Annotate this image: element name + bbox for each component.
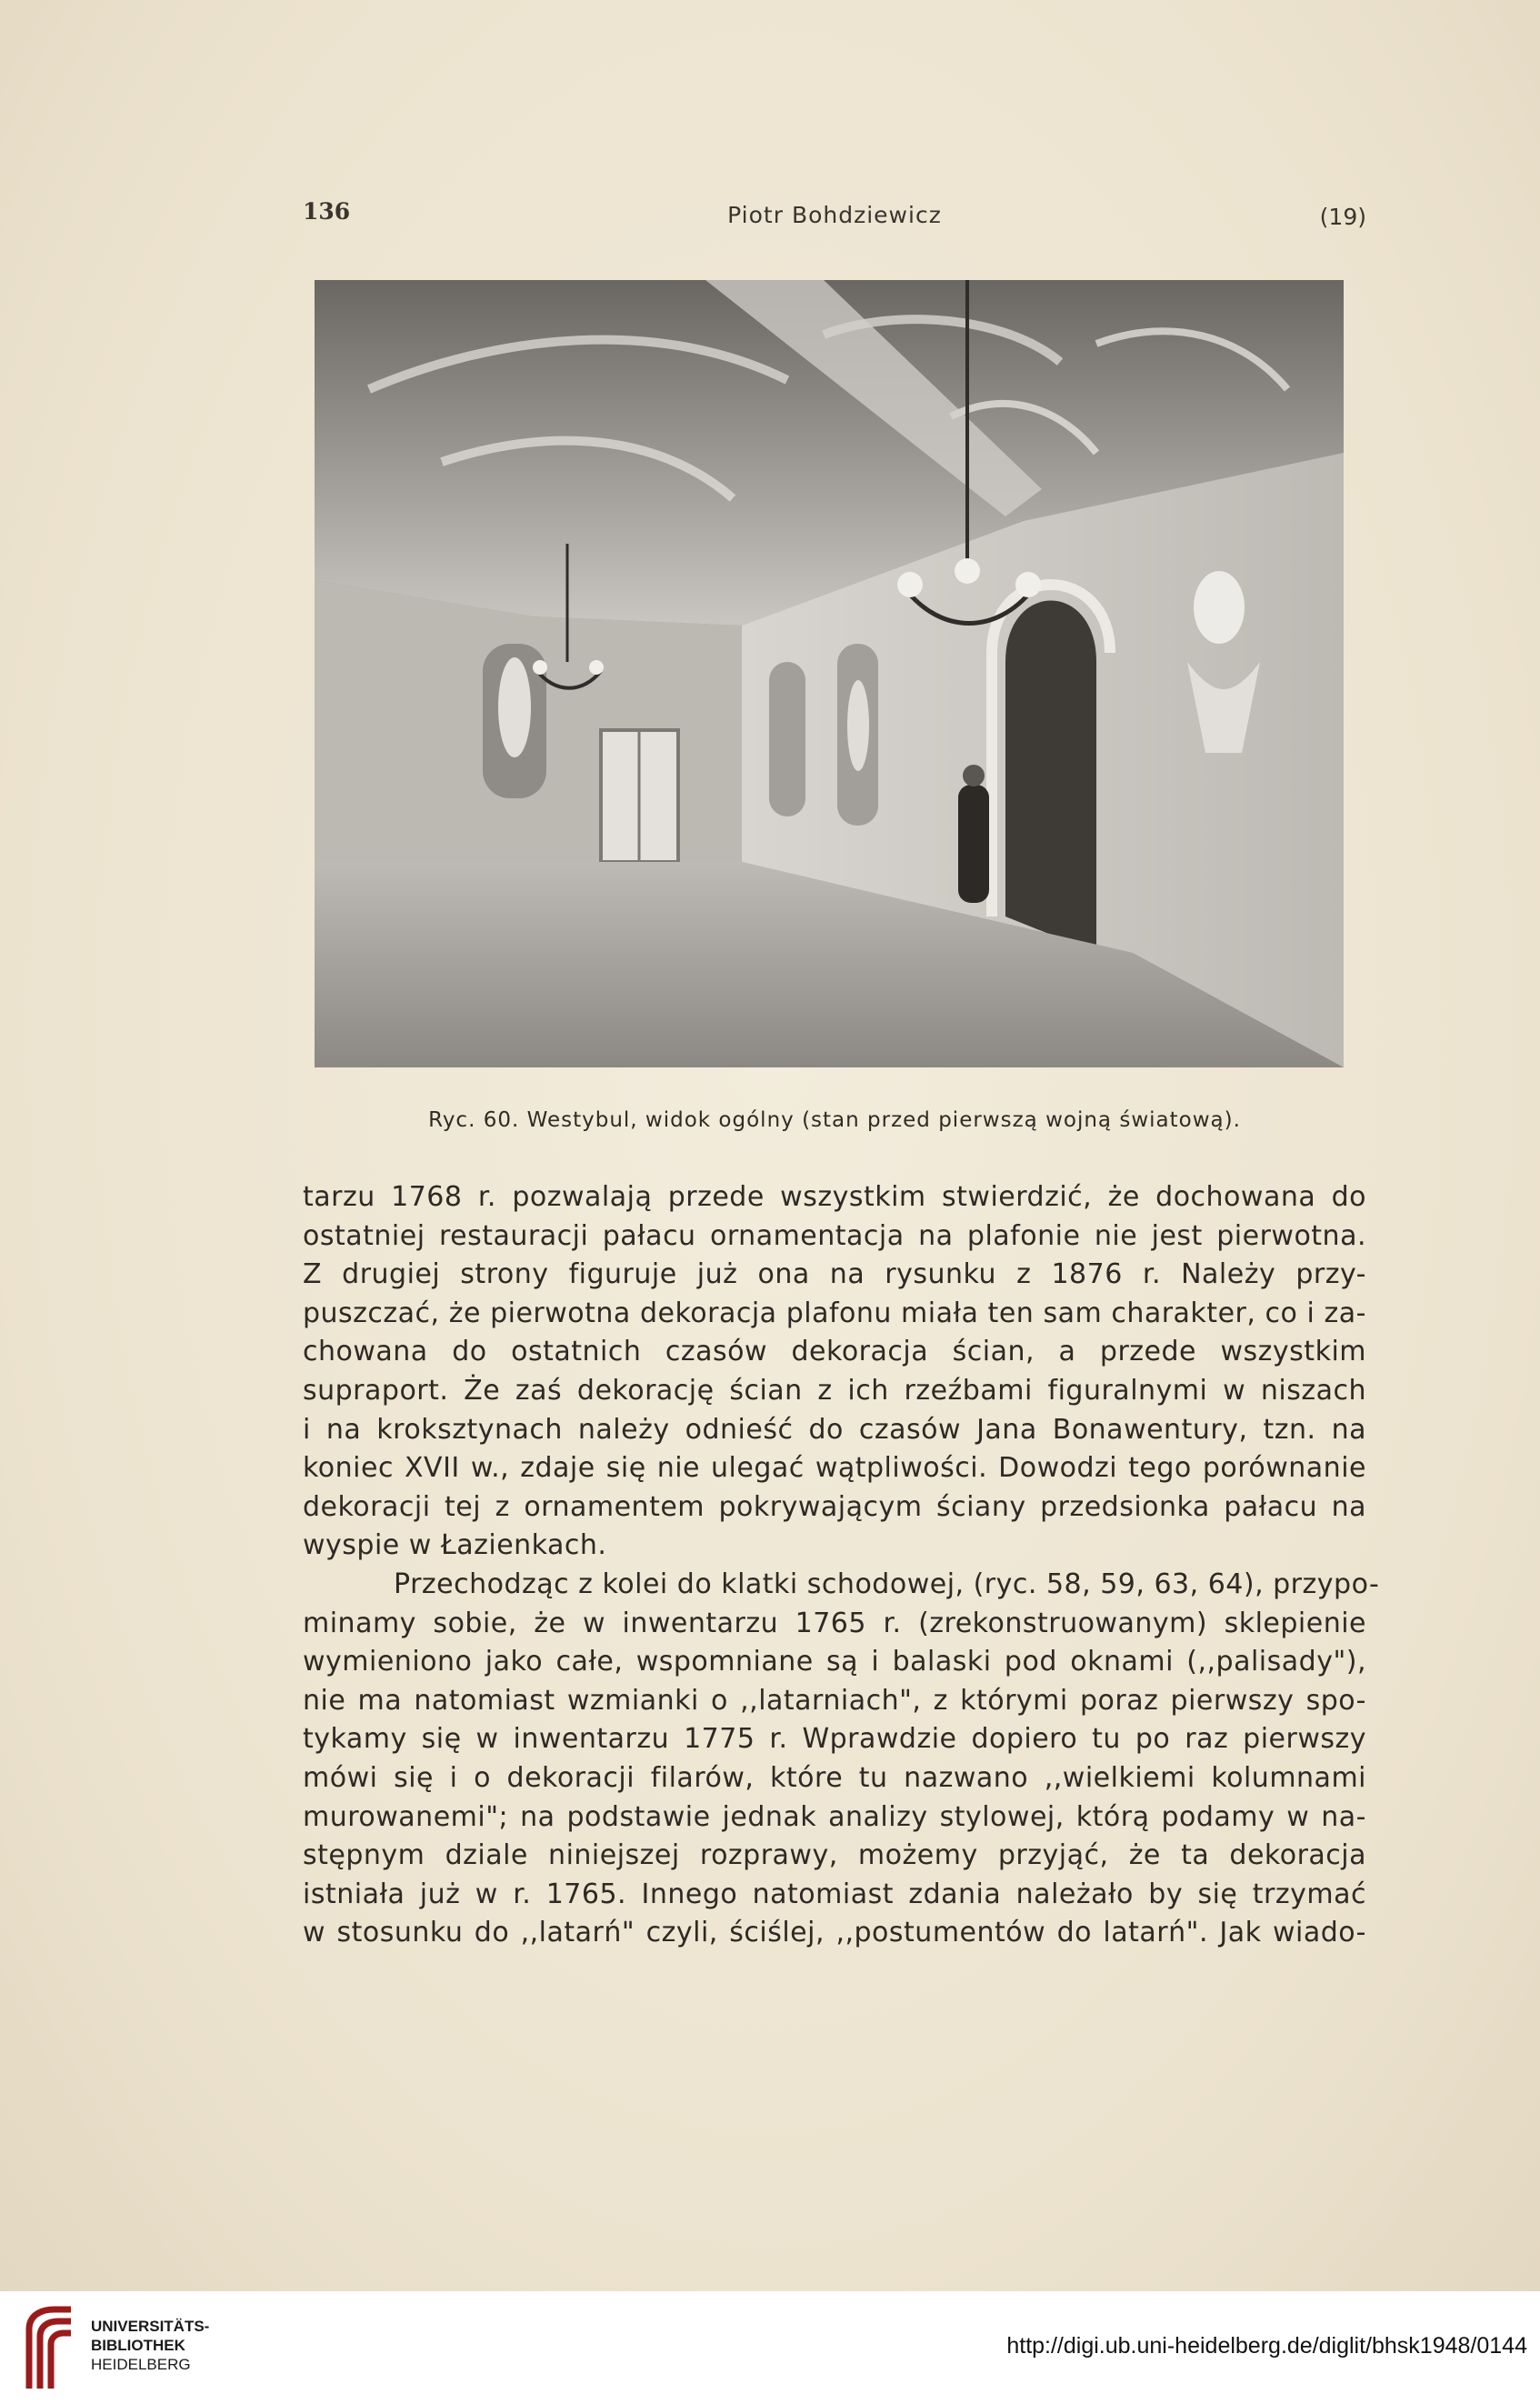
text-line: istniała już w r. 1765. Innego natomiast zdania należało by się trzymać bbox=[303, 1878, 1366, 1910]
text-line: supraport. Że zaś dekorację ścian z ich rzeźbami figuralnymi w niszach bbox=[303, 1374, 1366, 1407]
body-text bbox=[303, 1178, 1380, 1953]
text-line: dekoracji tej z ornamentem pokrywającym ściany przedsionka pałacu na bbox=[303, 1490, 1366, 1523]
text-line: Z drugiej strony figuruje już ona na rysunku z 1876 r. Należy przy- bbox=[303, 1258, 1366, 1291]
text-line: ostatniej restauracji pałacu ornamentacja na plafonie nie jest pierwotna. bbox=[303, 1219, 1366, 1252]
running-header bbox=[303, 198, 1366, 235]
text-line: nie ma natomiast wzmianki o ,,latarniach", z którymi poraz pierwszy spo- bbox=[303, 1684, 1366, 1717]
text-line: mówi się i o dekoracji filarów, które tu nazwano ,,wielkiemi kolumnami bbox=[303, 1761, 1366, 1794]
text-line: stępnym dziale niniejszej rozprawy, możemy przyjąć, że ta dekoracja bbox=[303, 1839, 1366, 1872]
library-logo-icon bbox=[20, 2302, 78, 2393]
text-line: i na kroksztynach należy odnieść do czasów Jana Bonawentury, tzn. na bbox=[303, 1413, 1366, 1446]
text-line: tykamy się w inwentarzu 1775 r. Wprawdzie dopiero tu po raz pierwszy bbox=[303, 1723, 1366, 1756]
text-line: chowana do ostatnich czasów dekoracja ścian, a przede wszystkim bbox=[303, 1336, 1366, 1368]
text-line: puszczać, że pierwotna dekoracja plafonu miała ten sam charakter, co i za- bbox=[303, 1297, 1366, 1329]
text-line: wyspie w Łazienkach. bbox=[303, 1529, 607, 1562]
page-number: 136 bbox=[303, 198, 351, 225]
library-name-line: HEIDELBERG bbox=[91, 2356, 191, 2373]
running-author: Piotr Bohdziewicz bbox=[727, 202, 942, 228]
library-name-line: UNIVERSITÄTS- bbox=[91, 2318, 210, 2335]
text-line: tarzu 1768 r. pozwalają przede wszystkim stwierdzić, że dochowana do bbox=[303, 1181, 1366, 1213]
source-url-link[interactable]: http://digi.ub.uni-heidelberg.de/diglit/bhsk1948/0144 bbox=[1006, 2333, 1527, 2359]
text-line: koniec XVII w., zdaje się nie ulegać wątpliwości. Dowodzi tego porównanie bbox=[303, 1452, 1366, 1485]
figure-photo-vestibule bbox=[315, 280, 1344, 1067]
text-line: wymieniono jako całe, wspomniane są i balaski pod oknami (,,palisady"), bbox=[303, 1646, 1366, 1678]
text-line: Przechodząc z kolei do klatki schodowej, (ryc. 58, 59, 63, 64), przypo- bbox=[394, 1568, 1380, 1600]
library-name bbox=[91, 2317, 209, 2374]
text-line: w stosunku do ,,latarń" czyli, ściślej, ,,postumentów do latarń". Jak wiado- bbox=[303, 1917, 1366, 1949]
text-line: minamy sobie, że w inwentarzu 1765 r. (zrekonstruowanym) sklepienie bbox=[303, 1607, 1366, 1639]
figure-caption: Ryc. 60. Westybul, widok ogólny (stan przed pierwszą wojną światową). bbox=[428, 1108, 1241, 1132]
library-name-line: BIBLIOTHEK bbox=[91, 2337, 185, 2354]
section-number: (19) bbox=[1319, 204, 1366, 230]
text-line: murowanemi"; na podstawie jednak analizy stylowej, którą podamy w na- bbox=[303, 1800, 1366, 1833]
